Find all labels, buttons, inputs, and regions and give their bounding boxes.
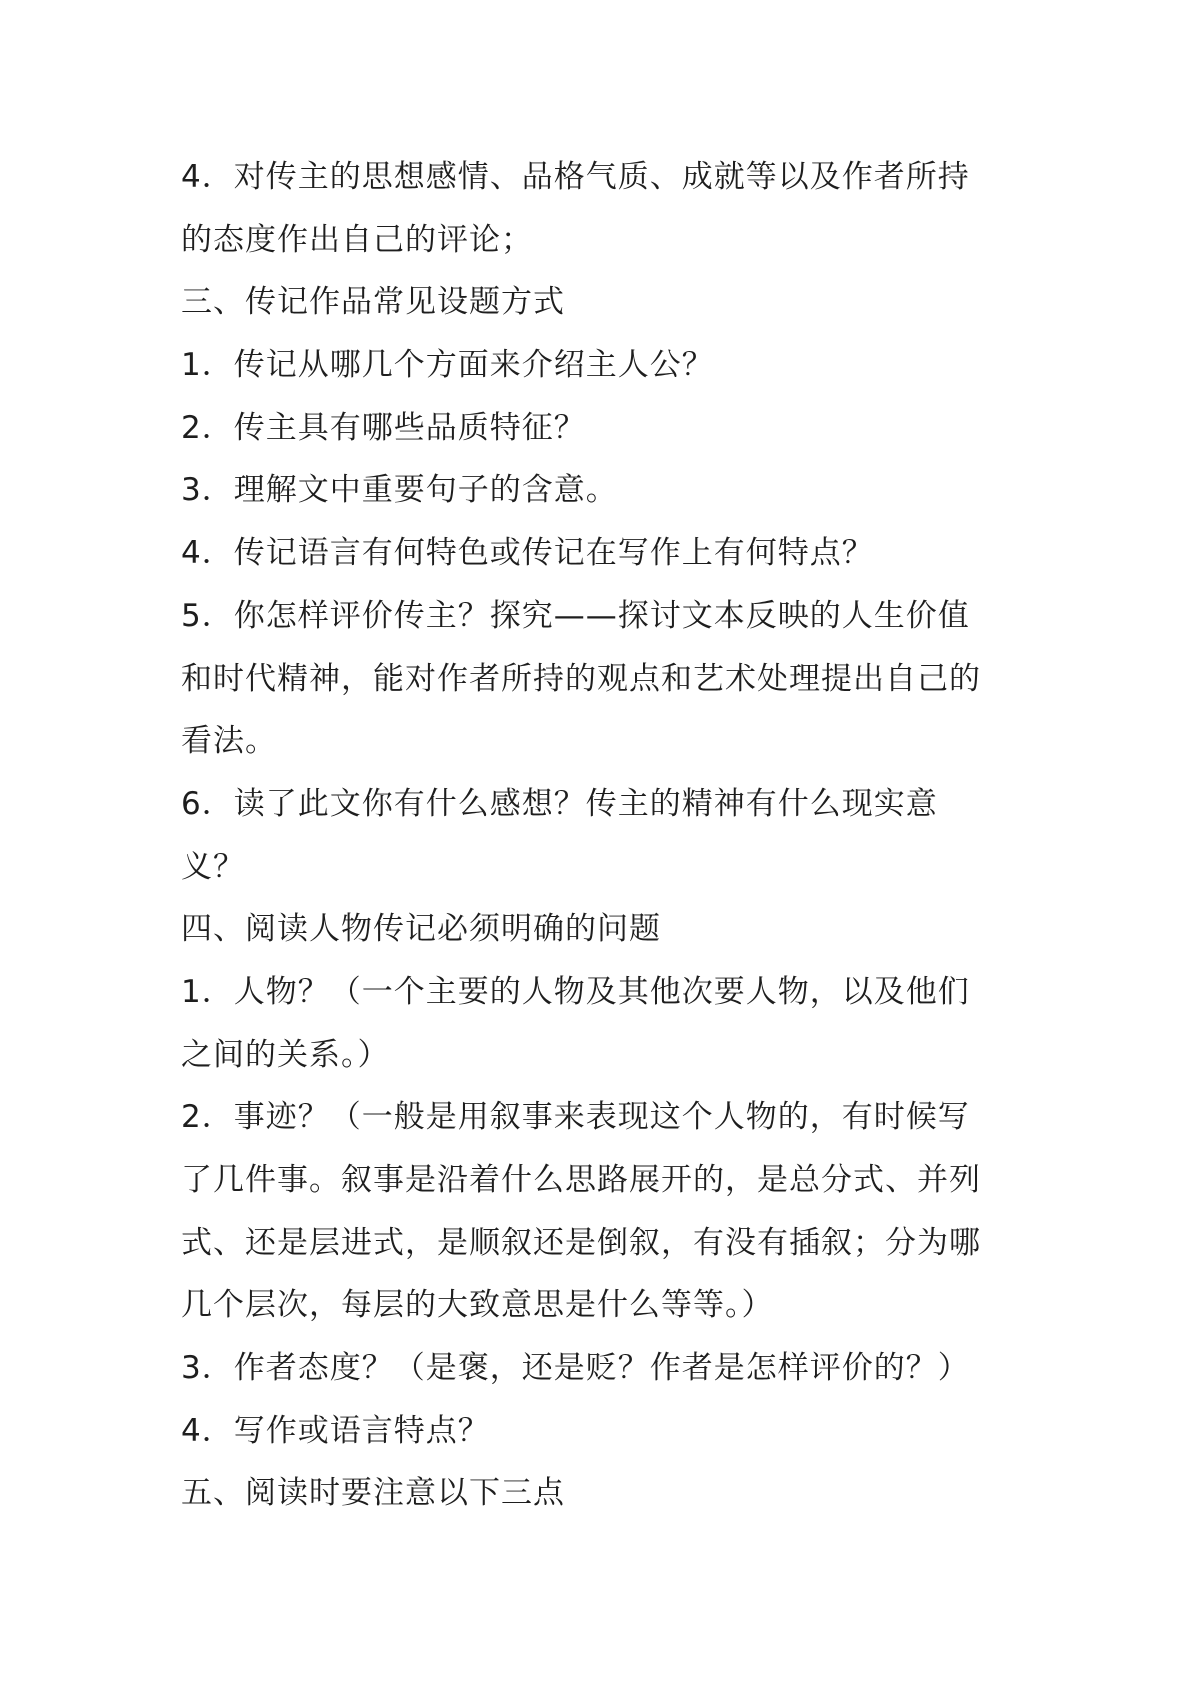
text-line: 和时代精神，能对作者所持的观点和艺术处理提出自己的 <box>181 660 981 697</box>
text-line: 6．读了此文你有什么感想？传主的精神有什么现实意 <box>181 785 938 822</box>
text-line: 看法。 <box>181 723 277 760</box>
text-line: 3．作者态度？（是褒，还是贬？作者是怎样评价的？） <box>181 1350 970 1387</box>
text-line: 3．理解文中重要句子的含意。 <box>181 472 618 509</box>
section-heading: 四、阅读人物传记必须明确的问题 <box>181 911 661 948</box>
text-line: 式、还是层进式，是顺叙还是倒叙，有没有插叙；分为哪 <box>181 1224 981 1261</box>
text-line: 5．你怎样评价传主？探究——探讨文本反映的人生价值 <box>181 597 970 634</box>
text-line: 4．对传主的思想感情、品格气质、成就等以及作者所持 <box>181 159 970 195</box>
text-line: 的态度作出自己的评论； <box>181 221 533 258</box>
text-line: 1．传记从哪几个方面来介绍主人公？ <box>181 347 714 384</box>
section-heading: 五、阅读时要注意以下三点 <box>181 1475 565 1512</box>
text-line: 2．传主具有哪些品质特征？ <box>181 409 586 446</box>
text-line: 4．传记语言有何特色或传记在写作上有何特点？ <box>181 535 874 572</box>
text-line: 4．写作或语言特点？ <box>181 1412 490 1449</box>
text-line: 了几件事。叙事是沿着什么思路展开的，是总分式、并列 <box>181 1162 981 1198</box>
text-line: 1．人物？（一个主要的人物及其他次要人物，以及他们 <box>181 973 970 1010</box>
text-line: 之间的关系。） <box>181 1036 390 1073</box>
text-line: 几个层次，每层的大致意思是什么等等。） <box>181 1287 774 1324</box>
text-line: 义？ <box>181 848 245 885</box>
document-body <box>181 146 1021 1525</box>
text-line: 2．事迹？（一般是用叙事来表现这个人物的，有时候写 <box>181 1099 970 1136</box>
section-heading: 三、传记作品常见设题方式 <box>181 284 565 321</box>
